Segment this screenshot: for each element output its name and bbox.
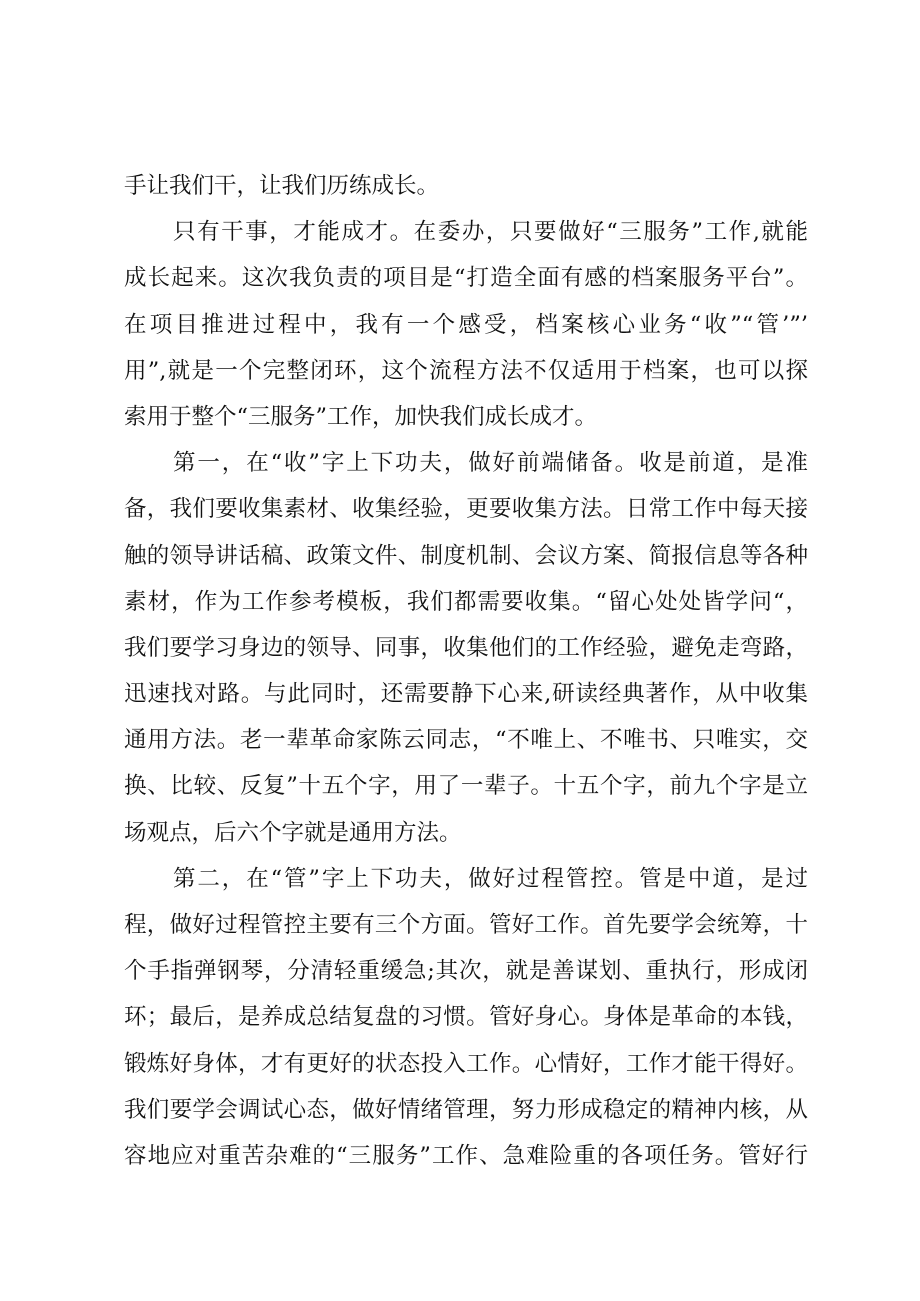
text-line: 环；最后，是养成总结复盘的习惯。管好身心。身体是革命的本钱， [124,1004,808,1031]
text-line: 在项目推进过程中，我有一个感受，档案核心业务“收”“管’”’ [124,311,808,338]
text-line: 容地应对重苦杂难的“三服务”工作、急难险重的各项任务。管好行 [124,1142,808,1169]
body-text [124,163,808,1179]
text-line: 场观点，后六个字就是通用方法。 [124,819,462,846]
paragraph-start-line: 只有干事，才能成才。在委办，只要做好“三服务”工作,就能 [173,219,808,246]
text-line: 用”,就是一个完整闭环，这个流程方法不仅适用于档案，也可以探 [124,357,808,384]
text-line: 换、比较、反复”十五个字，用了一辈子。十五个字，前九个字是立 [124,773,808,800]
text-line: 素材，作为工作参考模板，我们都需要收集。“留心处处皆学问“， [124,588,808,615]
paragraph-start-line: 第二，在“管”字上下功夫，做好过程管控。管是中道，是过 [173,865,808,892]
text-line: 程，做好过程管控主要有三个方面。管好工作。首先要学会统筹，十 [124,912,808,938]
text-line: 成长起来。这次我负责的项目是“打造全面有感的档案服务平台”。 [124,265,808,292]
text-line: 锻炼好身体，才有更好的状态投入工作。心情好，工作才能干得好。 [124,1050,808,1077]
text-line: 触的领导讲话稿、政策文件、制度机制、会议方案、简报信息等各种 [124,542,808,569]
text-line: 个手指弹钢琴，分清轻重缓急;其次，就是善谋划、重执行，形成闭 [124,958,808,985]
paragraph-start-line: 第一，在“收”字上下功夫，做好前端储备。收是前道，是准 [173,450,808,477]
text-line: 索用于整个“三服务”工作，加快我们成长成才。 [124,403,598,430]
text-line: 通用方法。老一辈革命家陈云同志，“不唯上、不唯书、只唯实，交 [124,727,808,754]
text-line: 我们要学习身边的领导、同事，收集他们的工作经验，避免走弯路， [124,634,808,661]
text-line: 我们要学会调试心态，做好情绪管理，努力形成稳定的精神内核，从 [124,1096,808,1123]
text-line: 迅速找对路。与此同时，还需要静下心来,研读经典著作，从中收集 [124,681,808,708]
text-line: 手让我们干，让我们历练成长。 [124,173,440,199]
text-line: 备，我们要收集素材、收集经验，更要收集方法。日常工作中每天接 [124,496,808,523]
